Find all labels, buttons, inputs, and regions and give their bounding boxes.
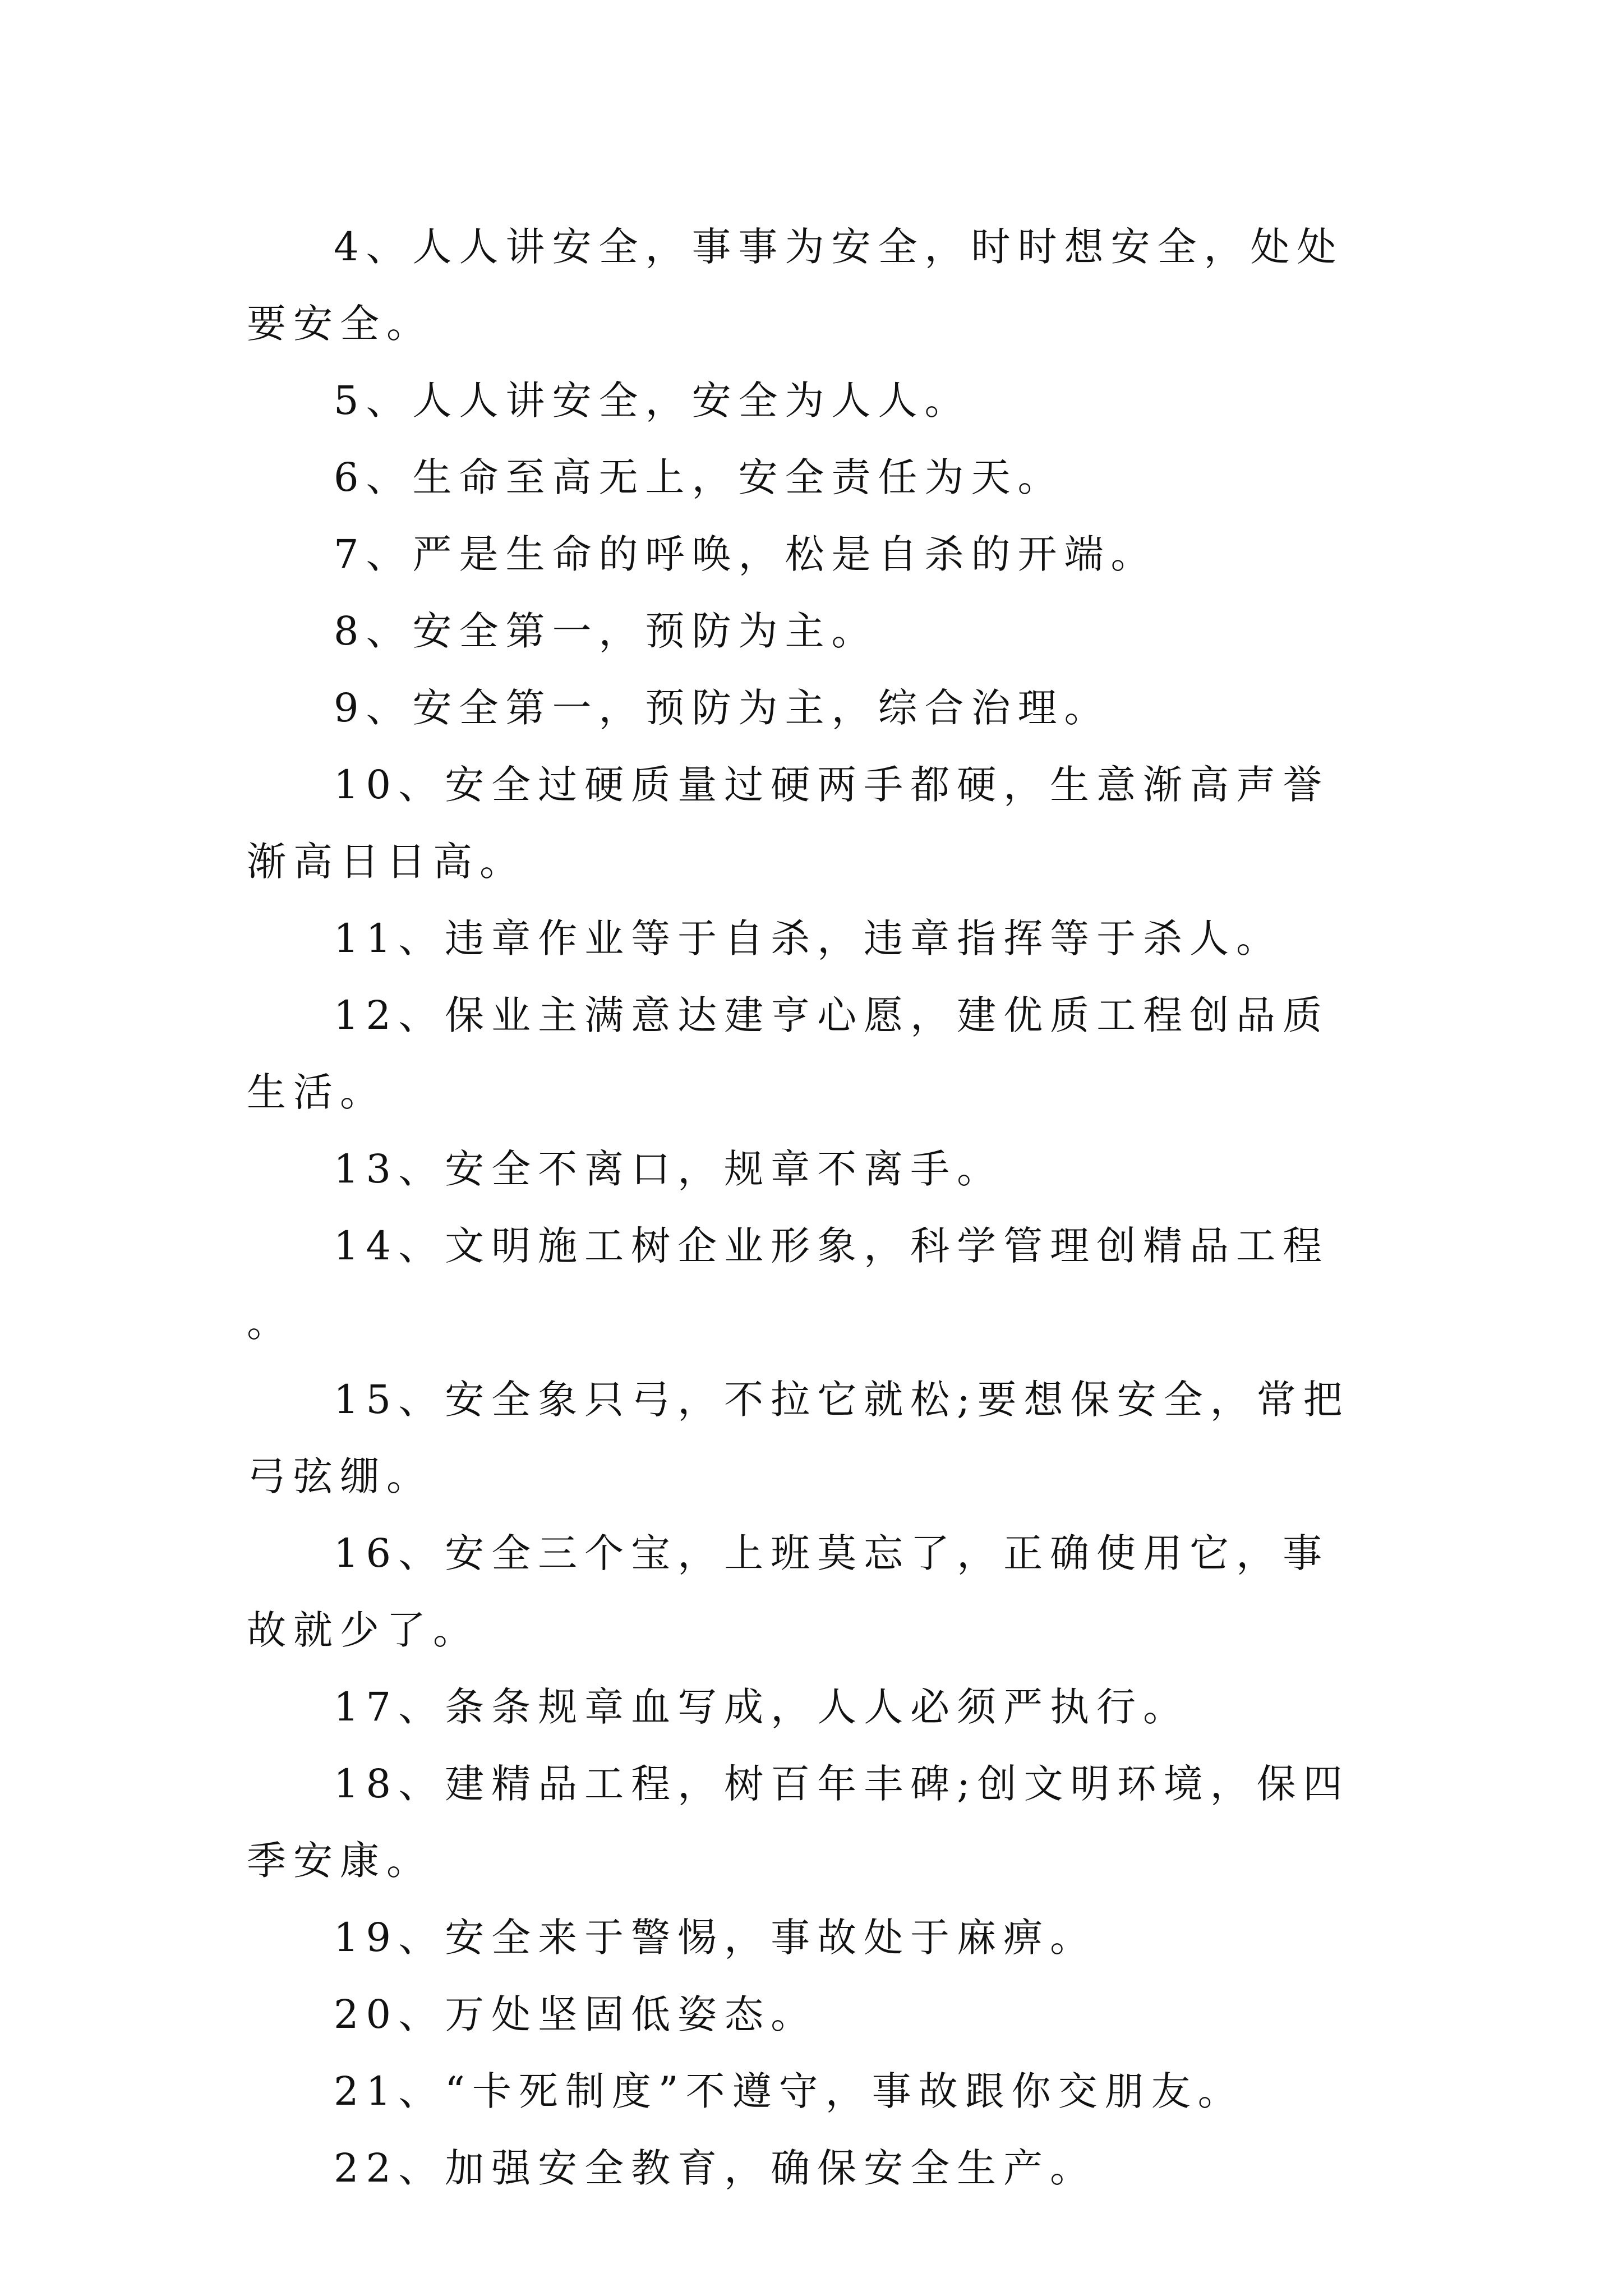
paragraph-item-13: 13、安全不离口，规章不离手。: [334, 1146, 1004, 1192]
paragraph-item-4: 4、人人讲安全，事事为安全，时时想安全，处处要安全。: [247, 224, 1344, 347]
paragraph-item-5: 5、人人讲安全，安全为人人。: [334, 378, 971, 424]
paragraph-item-9: 9、安全第一，预防为主，综合治理。: [334, 685, 1111, 731]
paragraph-item-19: 19、安全来于警惕，事故处于麻痹。: [334, 1915, 1097, 1961]
paragraph-item-8: 8、安全第一，预防为主。: [334, 608, 878, 654]
paragraph-item-11: 11、违章作业等于自杀，违章指挥等于杀人。: [334, 915, 1283, 961]
paragraph-item-16: 16、安全三个宝，上班莫忘了，正确使用它，事故就少了。: [247, 1530, 1330, 1653]
paragraph-item-6: 6、生命至高无上，安全责任为天。: [334, 454, 1064, 500]
paragraph-item-17: 17、条条规章血写成，人人必须严执行。: [334, 1684, 1190, 1730]
paragraph-item-10: 10、安全过硬质量过硬两手都硬，生意渐高声誉渐高日日高。: [247, 762, 1330, 885]
document-body: [247, 209, 1374, 2207]
paragraph-item-20: 20、万处坚固低姿态。: [334, 1991, 818, 2037]
paragraph-item-18: 18、建精品工程，树百年丰碑;创文明环境，保四季安康。: [247, 1761, 1350, 1884]
paragraph-item-12: 12、保业主满意达建亨心愿，建优质工程创品质生活。: [247, 992, 1330, 1115]
paragraph-item-7: 7、严是生命的呼唤，松是自杀的开端。: [334, 531, 1158, 577]
paragraph-item-15: 15、安全象只弓，不拉它就松;要想保安全，常把弓弦绷。: [247, 1377, 1350, 1499]
paragraph-item-21: 21、“卡死制度”不遵守，事故跟你交朋友。: [334, 2068, 1244, 2114]
paragraph-item-14: 14、文明施工树企业形象，科学管理创精品工程。: [247, 1223, 1330, 1346]
paragraph-item-22: 22、加强安全教育，确保安全生产。: [334, 2145, 1097, 2191]
